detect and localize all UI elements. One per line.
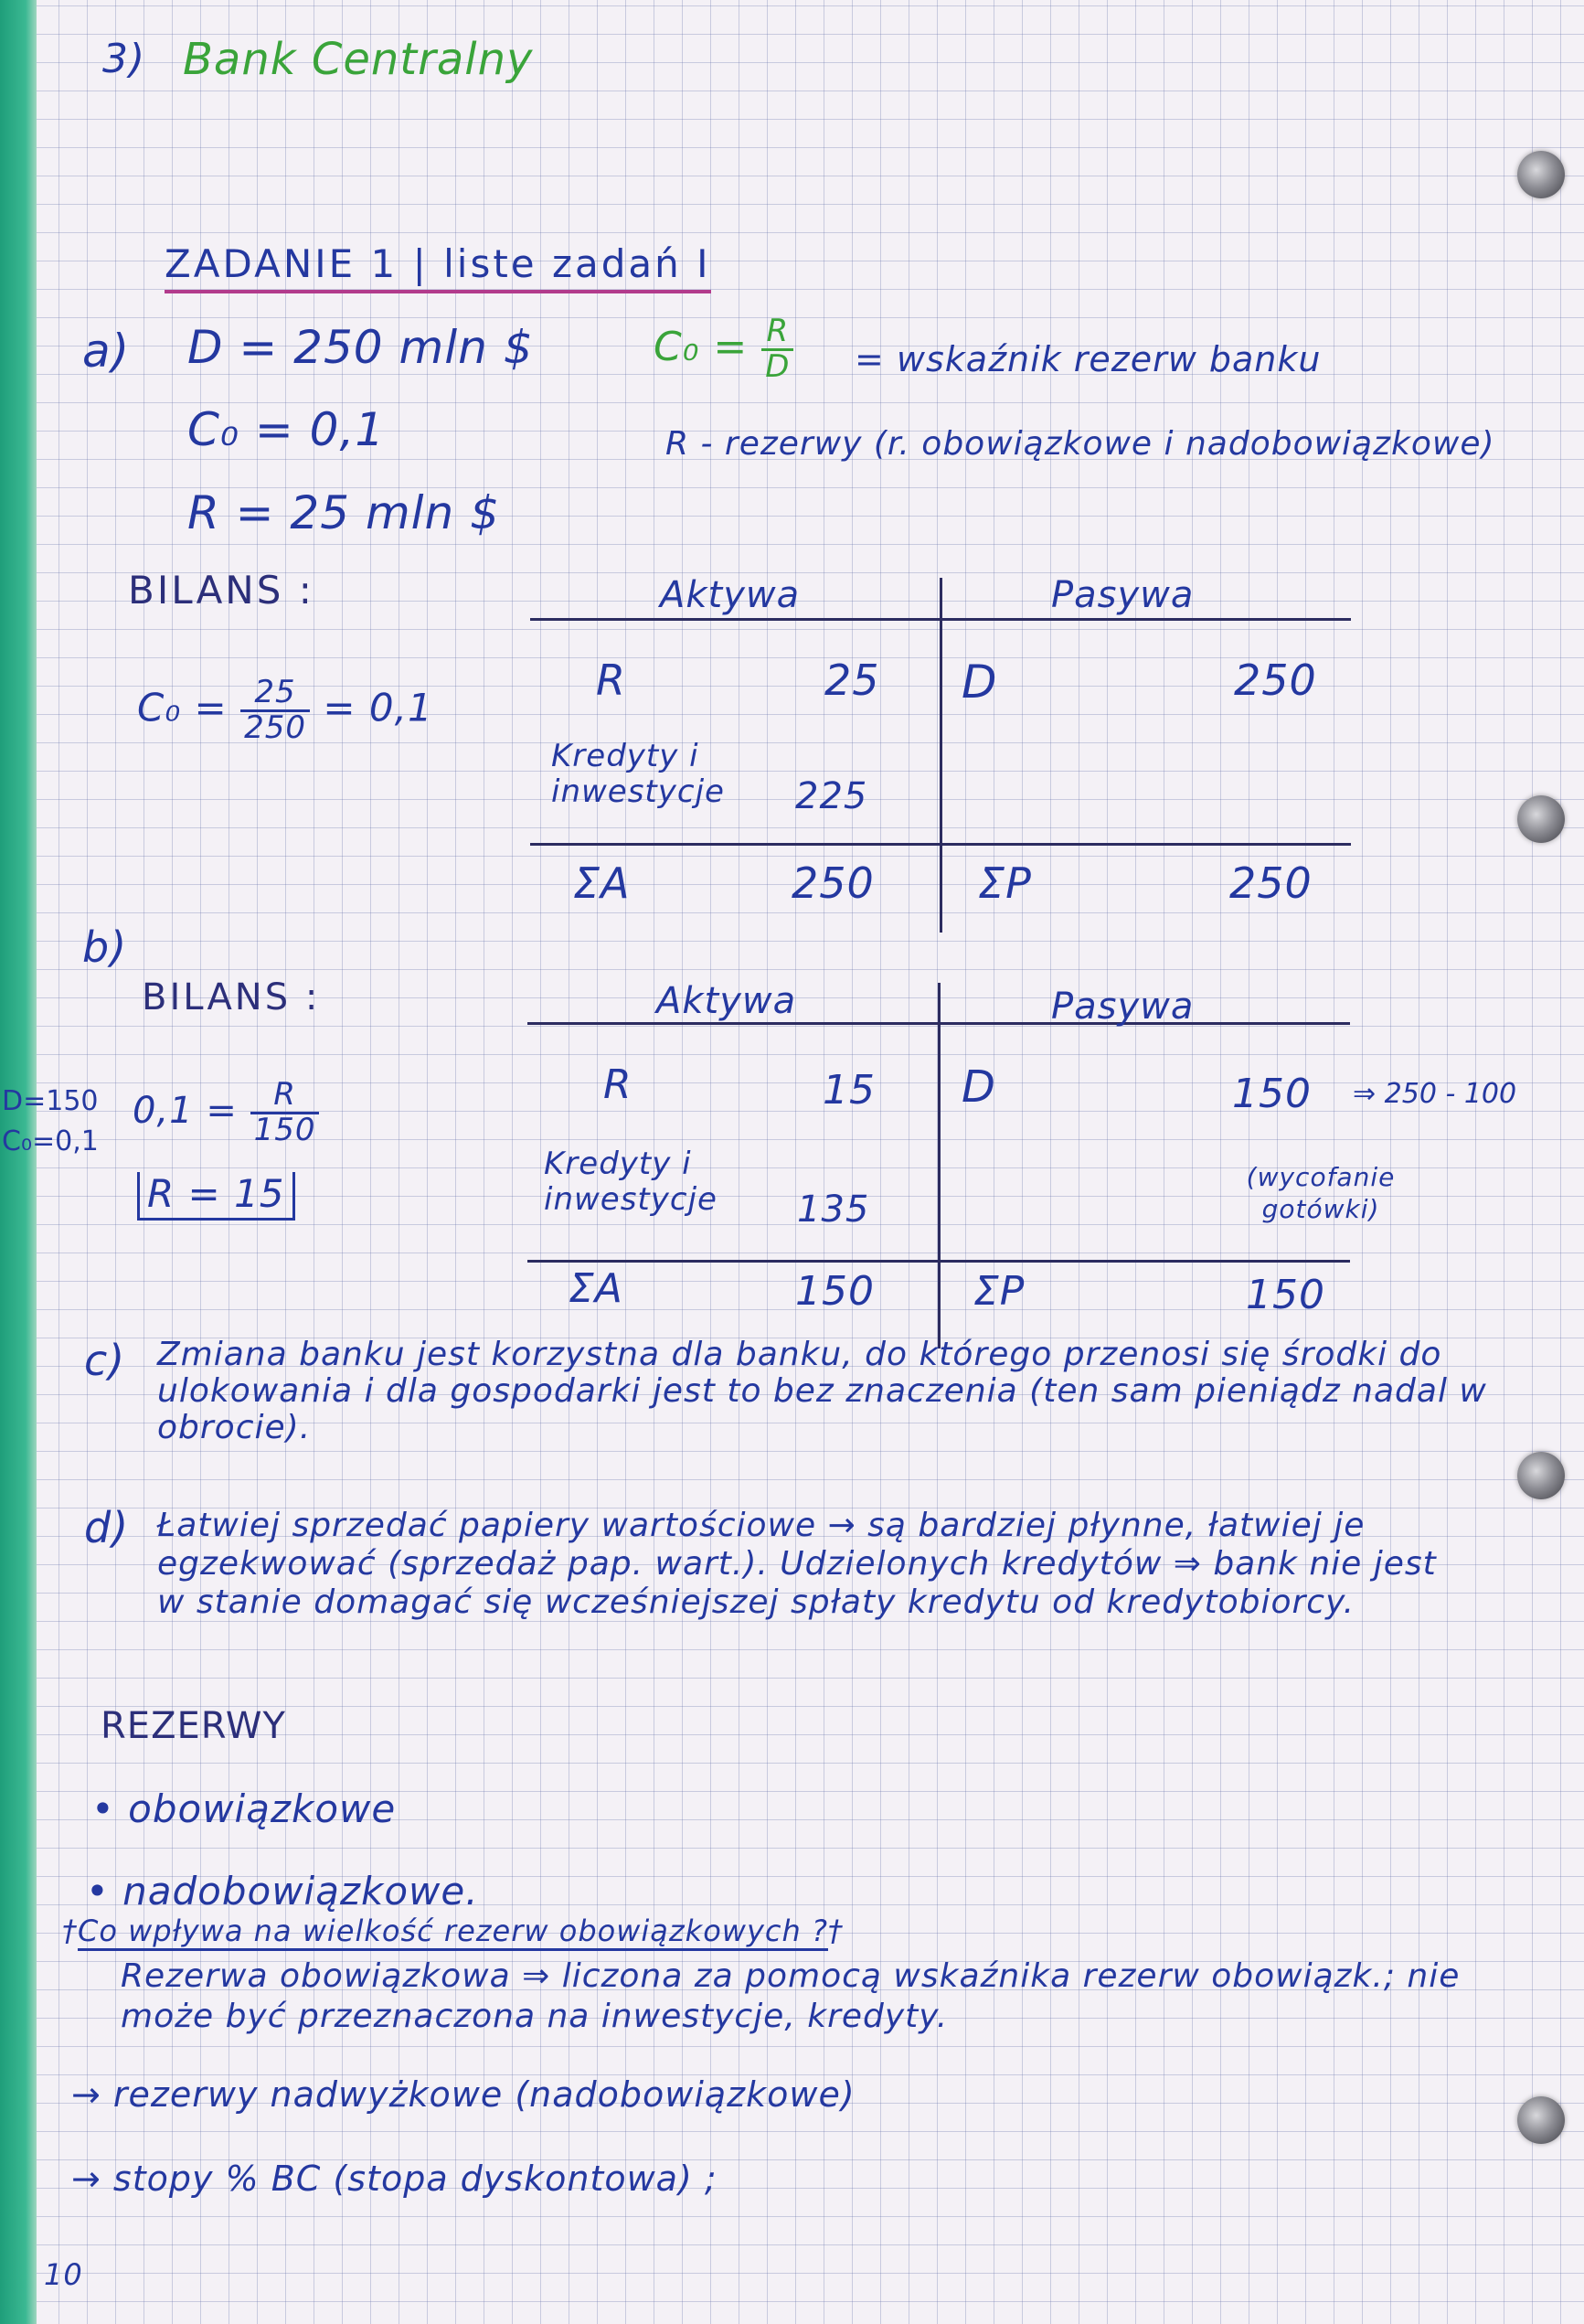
rezerwy-arrow-1: → rezerwy nadwyżkowe (nadobowiązkowe) (71, 2074, 856, 2115)
balance2-withdrawal-note: (wycofanie gotówki) (1246, 1162, 1396, 1224)
balance1-sum-a-label: ΣA (573, 858, 631, 908)
binder-hole (1517, 1452, 1565, 1499)
balance1-d-value: 250 (1234, 656, 1317, 705)
binder-hole (1517, 2096, 1565, 2144)
balance1-r-label: R (596, 656, 626, 705)
part-b-equation-denominator: 150 (253, 1111, 316, 1148)
ratio-check-rhs: = 0,1 (323, 685, 433, 730)
balance2-pasywa-header: Pasywa (1051, 986, 1195, 1028)
balance2-sum-a-label: ΣA (569, 1265, 623, 1312)
balance1-kredyty-label: Kredyty i inwestycje (551, 738, 725, 811)
ratio-check-fraction (240, 674, 310, 746)
question-text: Co wpływa na wielkość rezerw obowiązkowych ? (78, 1914, 828, 1951)
balance1-sum-a-value: 250 (792, 858, 875, 908)
margin-ratio-note: C₀=0,1 (2, 1125, 99, 1157)
balance2-kredyty-value: 135 (797, 1189, 870, 1231)
balance1-d-label: D (962, 656, 998, 709)
balance2-aktywa-header: Aktywa (656, 980, 797, 1022)
balance2-divider (938, 983, 941, 1349)
part-b-result: R = 15 (137, 1172, 295, 1221)
part-b-label: b) (82, 922, 128, 972)
formula-lhs: C₀ = (654, 324, 749, 371)
dagger-icon: † (827, 1914, 844, 1948)
dagger-icon: † (62, 1914, 78, 1948)
given-deposits: D = 250 mln $ (187, 321, 534, 374)
ratio-check-lhs: C₀ = (137, 685, 228, 730)
balance2-d-value: 150 (1232, 1071, 1312, 1117)
reserves-description: R - rezerwy (r. obowiązkowe i nadobowiązkowe) (665, 425, 1495, 463)
part-b-equation-fraction (250, 1076, 320, 1148)
balance1-sum-p-label: ΣP (978, 858, 1032, 908)
balance1-sum-p-value: 250 (1229, 858, 1313, 908)
balance2-d-note: ⇒ 250 - 100 (1353, 1078, 1517, 1110)
notebook-spine (0, 0, 37, 2324)
rezerwy-question (62, 1914, 844, 1948)
given-reserves: R = 25 mln $ (187, 486, 500, 539)
rezerwy-item-label: nadobowiązkowe. (122, 1869, 479, 1914)
part-d-label: d) (84, 1503, 130, 1552)
part-b-equation-lhs: 0,1 = (133, 1090, 238, 1133)
balance1-divider (940, 578, 942, 933)
page-number: 10 (44, 2257, 83, 2292)
formula-denominator: D (765, 347, 791, 385)
ratio-check (137, 674, 433, 746)
section-title: Bank Centralny (183, 34, 534, 85)
balance2-sum-rule (527, 1260, 1350, 1263)
section-number: 3) (102, 36, 146, 82)
balance1-pasywa-header: Pasywa (1051, 574, 1195, 616)
part-b-equation-numerator: R (250, 1079, 320, 1114)
part-c-label: c) (84, 1336, 126, 1385)
balance2-r-value: 15 (823, 1067, 876, 1114)
rezerwy-item-1 (91, 1787, 396, 1831)
part-d-text: Łatwiej sprzedać papiery wartościowe → są bardziej płynne, łatwiej je egzekwować (sprzedaż pap. wart.). Udzielonych kredytów ⇒ bank nie jest w stanie domagać się wcześniejszej spłaty kredytu od kredytobiorcy. (157, 1507, 1437, 1621)
binder-hole (1517, 795, 1565, 843)
balance2-sum-p-label: ΣP (973, 1268, 1026, 1315)
binder-hole (1517, 151, 1565, 198)
bullet-icon: • (86, 1869, 110, 1914)
ratio-check-numerator: 25 (240, 677, 310, 712)
given-reserve-ratio: C₀ = 0,1 (187, 403, 386, 456)
rezerwy-item-2 (86, 1870, 479, 1914)
balance1-r-value: 25 (824, 656, 880, 705)
margin-deposits-note: D=150 (2, 1085, 99, 1117)
rezerwy-item-label: obowiązkowe (128, 1786, 397, 1831)
balance2-r-label: R (603, 1061, 633, 1108)
task-title: ZADANIE 1 | liste zadań I (165, 242, 711, 293)
balance2-sum-a-value: 150 (795, 1268, 875, 1315)
balance1-aktywa-header: Aktywa (660, 574, 801, 616)
formula-numerator: R (761, 315, 793, 351)
balance2-sum-p-value: 150 (1246, 1272, 1325, 1318)
rezerwy-arrow-2: → stopy % BC (stopa dyskontowa) ; (71, 2159, 718, 2199)
part-c-text: Zmiana banku jest korzystna dla banku, do którego przenosi się środki do ulokowania i dla gospodarki jest to bez znaczenia (ten sam pieniądz nadal w obrocie). (157, 1336, 1487, 1446)
bilans2-label: BILANS : (142, 976, 321, 1018)
balance1-kredyty-value: 225 (795, 775, 868, 817)
balance1-sum-rule (530, 843, 1351, 846)
bullet-icon: • (91, 1786, 115, 1831)
part-a-label: a) (82, 325, 131, 378)
reserve-ratio-formula (654, 315, 793, 383)
formula-fraction (761, 315, 793, 383)
formula-description: = wskaźnik rezerw banku (855, 339, 1322, 379)
part-b-equation (133, 1076, 319, 1148)
balance2-kredyty-label: Kredyty i inwestycje (544, 1146, 718, 1219)
ratio-check-denominator: 250 (244, 709, 306, 746)
rezerwy-title: REZERWY (101, 1705, 286, 1747)
rezerwy-answer: Rezerwa obowiązkowa ⇒ liczona za pomocą wskaźnika rezerw obowiązk.; nie może być przeznaczona na inwestycje, kredyty. (121, 1957, 1461, 2035)
bilans-label: BILANS : (128, 568, 314, 613)
balance2-d-label: D (962, 1061, 996, 1113)
